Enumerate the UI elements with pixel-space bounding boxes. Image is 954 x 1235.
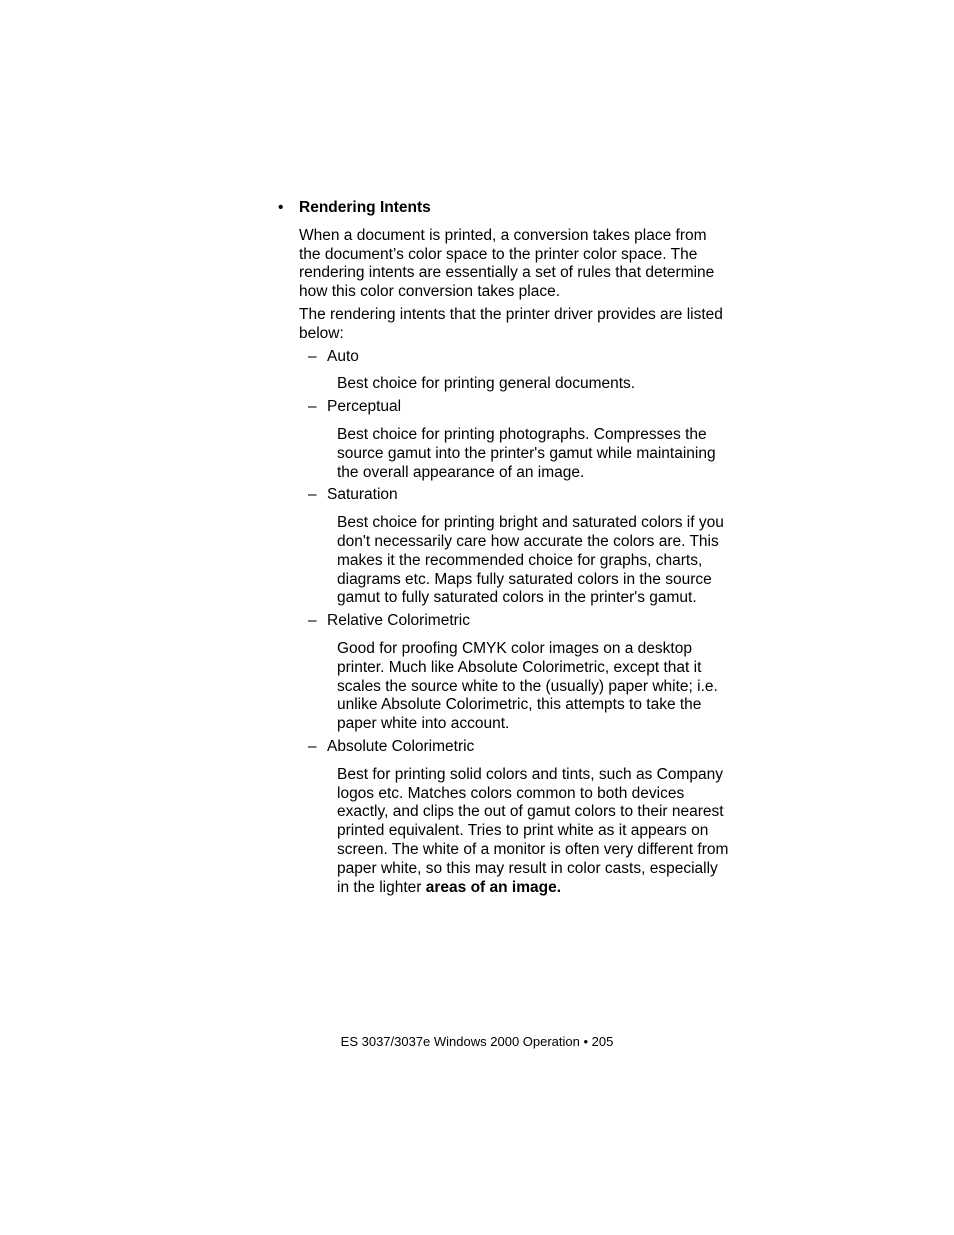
intent-name-relative-colorimetric — [278, 612, 728, 631]
list-intro-paragraph: The rendering intents that the printer driver provides are listed below: — [299, 305, 723, 342]
description-text: Best for printing solid colors and tints, such as Company logos etc. Matches colors common to both devices exactly, and clips the out of gamut colors to their nearest printed equivalent. Tries to print white as it appears on screen. The white of a monitor is often very different from paper white, so this may result in color casts, especially in the lighter — [337, 765, 729, 896]
intent-name: Relative Colorimetric — [327, 612, 470, 630]
description-bold-text: areas of an image. — [425, 878, 562, 896]
intent-name-absolute-colorimetric — [278, 738, 728, 757]
intent-name: Absolute Colorimetric — [327, 737, 475, 755]
intent-description-saturation: Best choice for printing bright and saturated colors if you don't necessarily care how accurate the colors are. This makes it the recommended choice for graphs, charts, diagrams etc. Maps fully saturated colors in the source gamut to fully saturated colors in the printer's gamut. — [337, 514, 724, 607]
page-content — [278, 199, 728, 901]
intent-description-relative-colorimetric: Good for proofing CMYK color images on a desktop printer. Much like Absolute Colorimetric, except that it scales the source white to the (usually) paper white; i.e. unlike Absolute Colorimetric, this attempts to take the paper white into account. — [337, 639, 718, 733]
intent-name-auto — [278, 348, 728, 367]
intent-name: Saturation — [327, 486, 398, 504]
dash-marker: – — [308, 347, 317, 365]
intent-name: Auto — [327, 347, 359, 365]
page-footer: ES 3037/3037e Windows 2000 Operation • 205 — [340, 1034, 614, 1049]
intent-name-saturation — [278, 486, 728, 505]
intent-description-absolute-colorimetric — [337, 766, 729, 898]
section-heading-row — [278, 199, 728, 218]
section-heading: Rendering Intents — [299, 199, 431, 216]
dash-marker: – — [308, 612, 317, 630]
intent-description-auto: Best choice for printing general documents. — [337, 375, 636, 393]
intent-description-perceptual: Best choice for printing photographs. Compresses the source gamut into the printer's gamut while maintaining the overall appearance of an image. — [337, 425, 716, 481]
dash-marker: – — [308, 486, 317, 504]
intro-paragraph: When a document is printed, a conversion takes place from the document’s color space to the printer color space. The rendering intents are essentially a set of rules that determine how this color conversion takes place. — [299, 226, 715, 301]
dash-marker: – — [308, 737, 317, 755]
dash-marker: – — [308, 398, 317, 416]
bullet-marker: • — [278, 199, 284, 216]
intent-name-perceptual — [278, 398, 728, 417]
intent-name: Perceptual — [327, 398, 402, 416]
